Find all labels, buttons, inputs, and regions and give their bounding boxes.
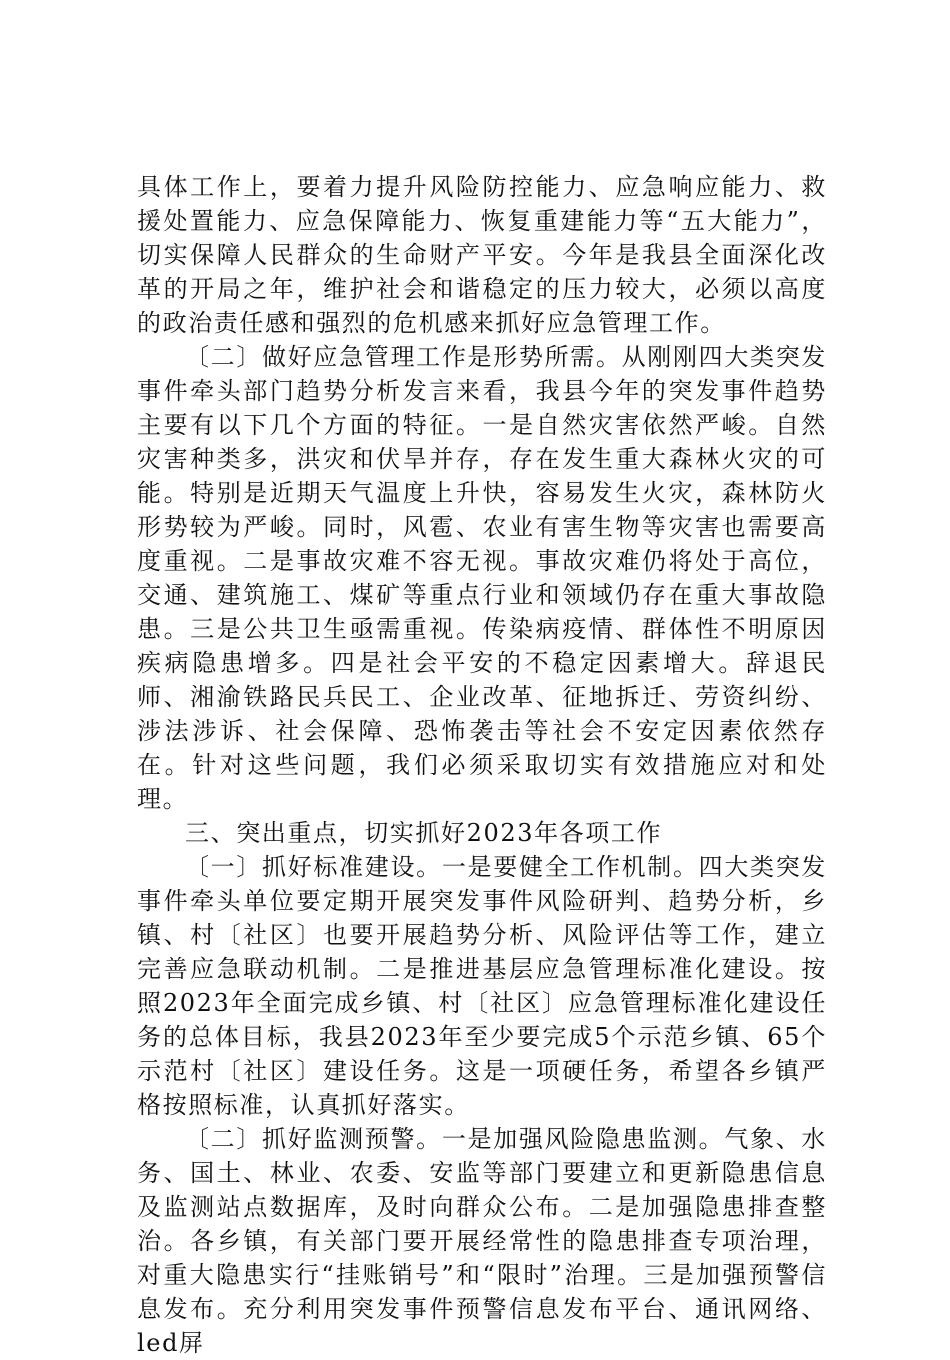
section-heading-key-work: 三、突出重点，切实抓好2023年各项工作	[185, 819, 663, 847]
document-body	[137, 170, 827, 1360]
paragraph-monitoring-warning: 〔二〕抓好监测预警。一是加强风险隐患监测。气象、水务、国土、林业、农委、安监等部门要建立和更新隐患信息及监测站点数据库，及时向群众公布。二是加强隐患排查整治。各乡镇，有关部门要开展经常性的隐患排查专项治理，对重大隐患实行“挂账销号”和“限时”治理。三是加强预警信息发布。充分利用突发事件预警信息发布平台、通讯网络、led屏	[137, 1125, 827, 1357]
paragraph-situation-analysis: 〔二〕做好应急管理工作是形势所需。从刚刚四大类突发事件牵头部门趋势分析发言来看，我县今年的突发事件趋势主要有以下几个方面的特征。一是自然灾害依然严峻。自然灾害种类多，洪灾和伏旱并存，存在发生重大森林火灾的可能。特别是近期天气温度上升快，容易发生火灾，森林防火形势较为严峻。同时，风雹、农业有害生物等灾害也需要高度重视。二是事故灾难不容无视。事故灾难仍将处于高位，交通、建筑施工、煤矿等重点行业和领域仍存在重大事故隐患。三是公共卫生亟需重视。传染病疫情、群体性不明原因疾病隐患增多。四是社会平安的不稳定因素增大。辞退民师、湘渝铁路民兵民工、企业改革、征地拆迁、劳资纠纷、涉法涉诉、社会保障、恐怖袭击等社会不安定因素依然存在。针对这些问题，我们必须采取切实有效措施应对和处理。	[137, 343, 827, 813]
paragraph-standard-construction: 〔一〕抓好标准建设。一是要健全工作机制。四大类突发事件牵头单位要定期开展突发事件风险研判、趋势分析，乡镇、村〔社区〕也要开展趋势分析、风险评估等工作，建立完善应急联动机制。二是推进基层应急管理标准化建设。按照2023年全面完成乡镇、村〔社区〕应急管理标准化建设任务的总体目标，我县2023年至少要完成5个示范乡镇、65个示范村〔社区〕建设任务。这是一项硬任务，希望各乡镇严格按照标准，认真抓好落实。	[137, 853, 827, 1119]
paragraph-capability-requirements: 具体工作上，要着力提升风险防控能力、应急响应能力、救援处置能力、应急保障能力、恢复重建能力等“五大能力”，切实保障人民群众的生命财产平安。今年是我县全面深化改革的开局之年，维护社会和谐稳定的压力较大，必须以高度的政治责任感和强烈的危机感来抓好应急管理工作。	[137, 173, 827, 337]
